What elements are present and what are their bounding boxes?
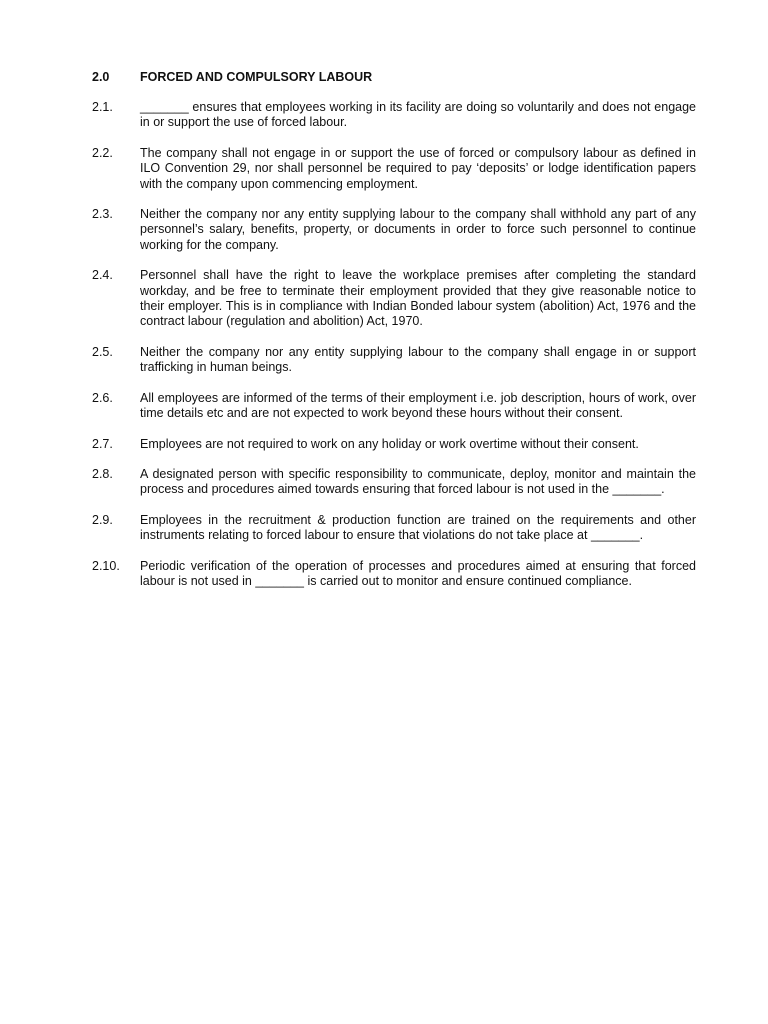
clause-number: 2.1. xyxy=(92,100,113,114)
clause-2-1 xyxy=(92,100,696,131)
clause-2-2 xyxy=(92,146,696,192)
clause-text: Employees in the recruitment & production function are trained on the requirements and other instruments relating to forced labour to ensure that violations do not take place at _______. xyxy=(140,512,696,543)
clause-2-3 xyxy=(92,207,696,253)
clause-text: Periodic verification of the operation of processes and procedures aimed at ensuring that forced labour is not used in _______ is carried out to monitor and ensure continued compliance. xyxy=(140,558,696,588)
clause-number: 2.4. xyxy=(92,268,113,283)
clause-number: 2.9. xyxy=(92,512,113,527)
section-number: 2.0 xyxy=(92,70,110,84)
clause-number: 2.10. xyxy=(92,558,120,573)
clause-number: 2.6. xyxy=(92,390,113,405)
clause-text: The company shall not engage in or support the use of forced or compulsory labour as defined in ILO Convention 29, nor shall personnel be required to pay ‘deposits’ or lodge identification papers with the company upon commencing employment. xyxy=(140,145,696,191)
clause-2-10 xyxy=(92,559,696,590)
clause-number: 2.8. xyxy=(92,466,113,481)
clause-2-9 xyxy=(92,513,696,544)
clause-number: 2.5. xyxy=(92,344,113,359)
clause-2-8 xyxy=(92,467,696,498)
clause-number: 2.2. xyxy=(92,145,113,160)
clause-number: 2.7. xyxy=(92,436,113,451)
clause-2-4 xyxy=(92,268,696,330)
clause-text: Employees are not required to work on any holiday or work overtime without their consent. xyxy=(140,436,639,451)
clause-text: A designated person with specific responsibility to communicate, deploy, monitor and maintain the process and procedures aimed towards ensuring that forced labour is not used in the _______. xyxy=(140,466,696,497)
clause-2-5 xyxy=(92,345,696,376)
clause-text: Neither the company nor any entity supplying labour to the company shall withhold any part of any personnel’s salary, benefits, property, or documents in order to force such personnel to continue working for the company. xyxy=(140,207,696,252)
clause-2-7 xyxy=(92,437,696,452)
clause-text: All employees are informed of the terms of their employment i.e. job description, hours of work, over time details etc and are not expected to work beyond these hours without their consent. xyxy=(140,390,696,421)
clause-2-6 xyxy=(92,391,696,422)
clause-number: 2.3. xyxy=(92,207,113,222)
clause-text: Neither the company nor any entity supplying labour to the company shall engage in or support trafficking in human beings. xyxy=(140,344,696,375)
section-title: FORCED AND COMPULSORY LABOUR xyxy=(140,70,373,84)
clause-text: Personnel shall have the right to leave the workplace premises after completing the standard workday, and be free to terminate their employment provided that they give reasonable notice to their employer. This is in compliance with Indian Bonded labour system (abolition) Act, 1976 and the contract labour (regulation and abolition) Act, 1970. xyxy=(140,268,696,329)
clause-text: _______ ensures that employees working in its facility are doing so voluntarily and does not engage in or support the use of forced labour. xyxy=(140,100,696,130)
clause-list xyxy=(92,100,696,604)
